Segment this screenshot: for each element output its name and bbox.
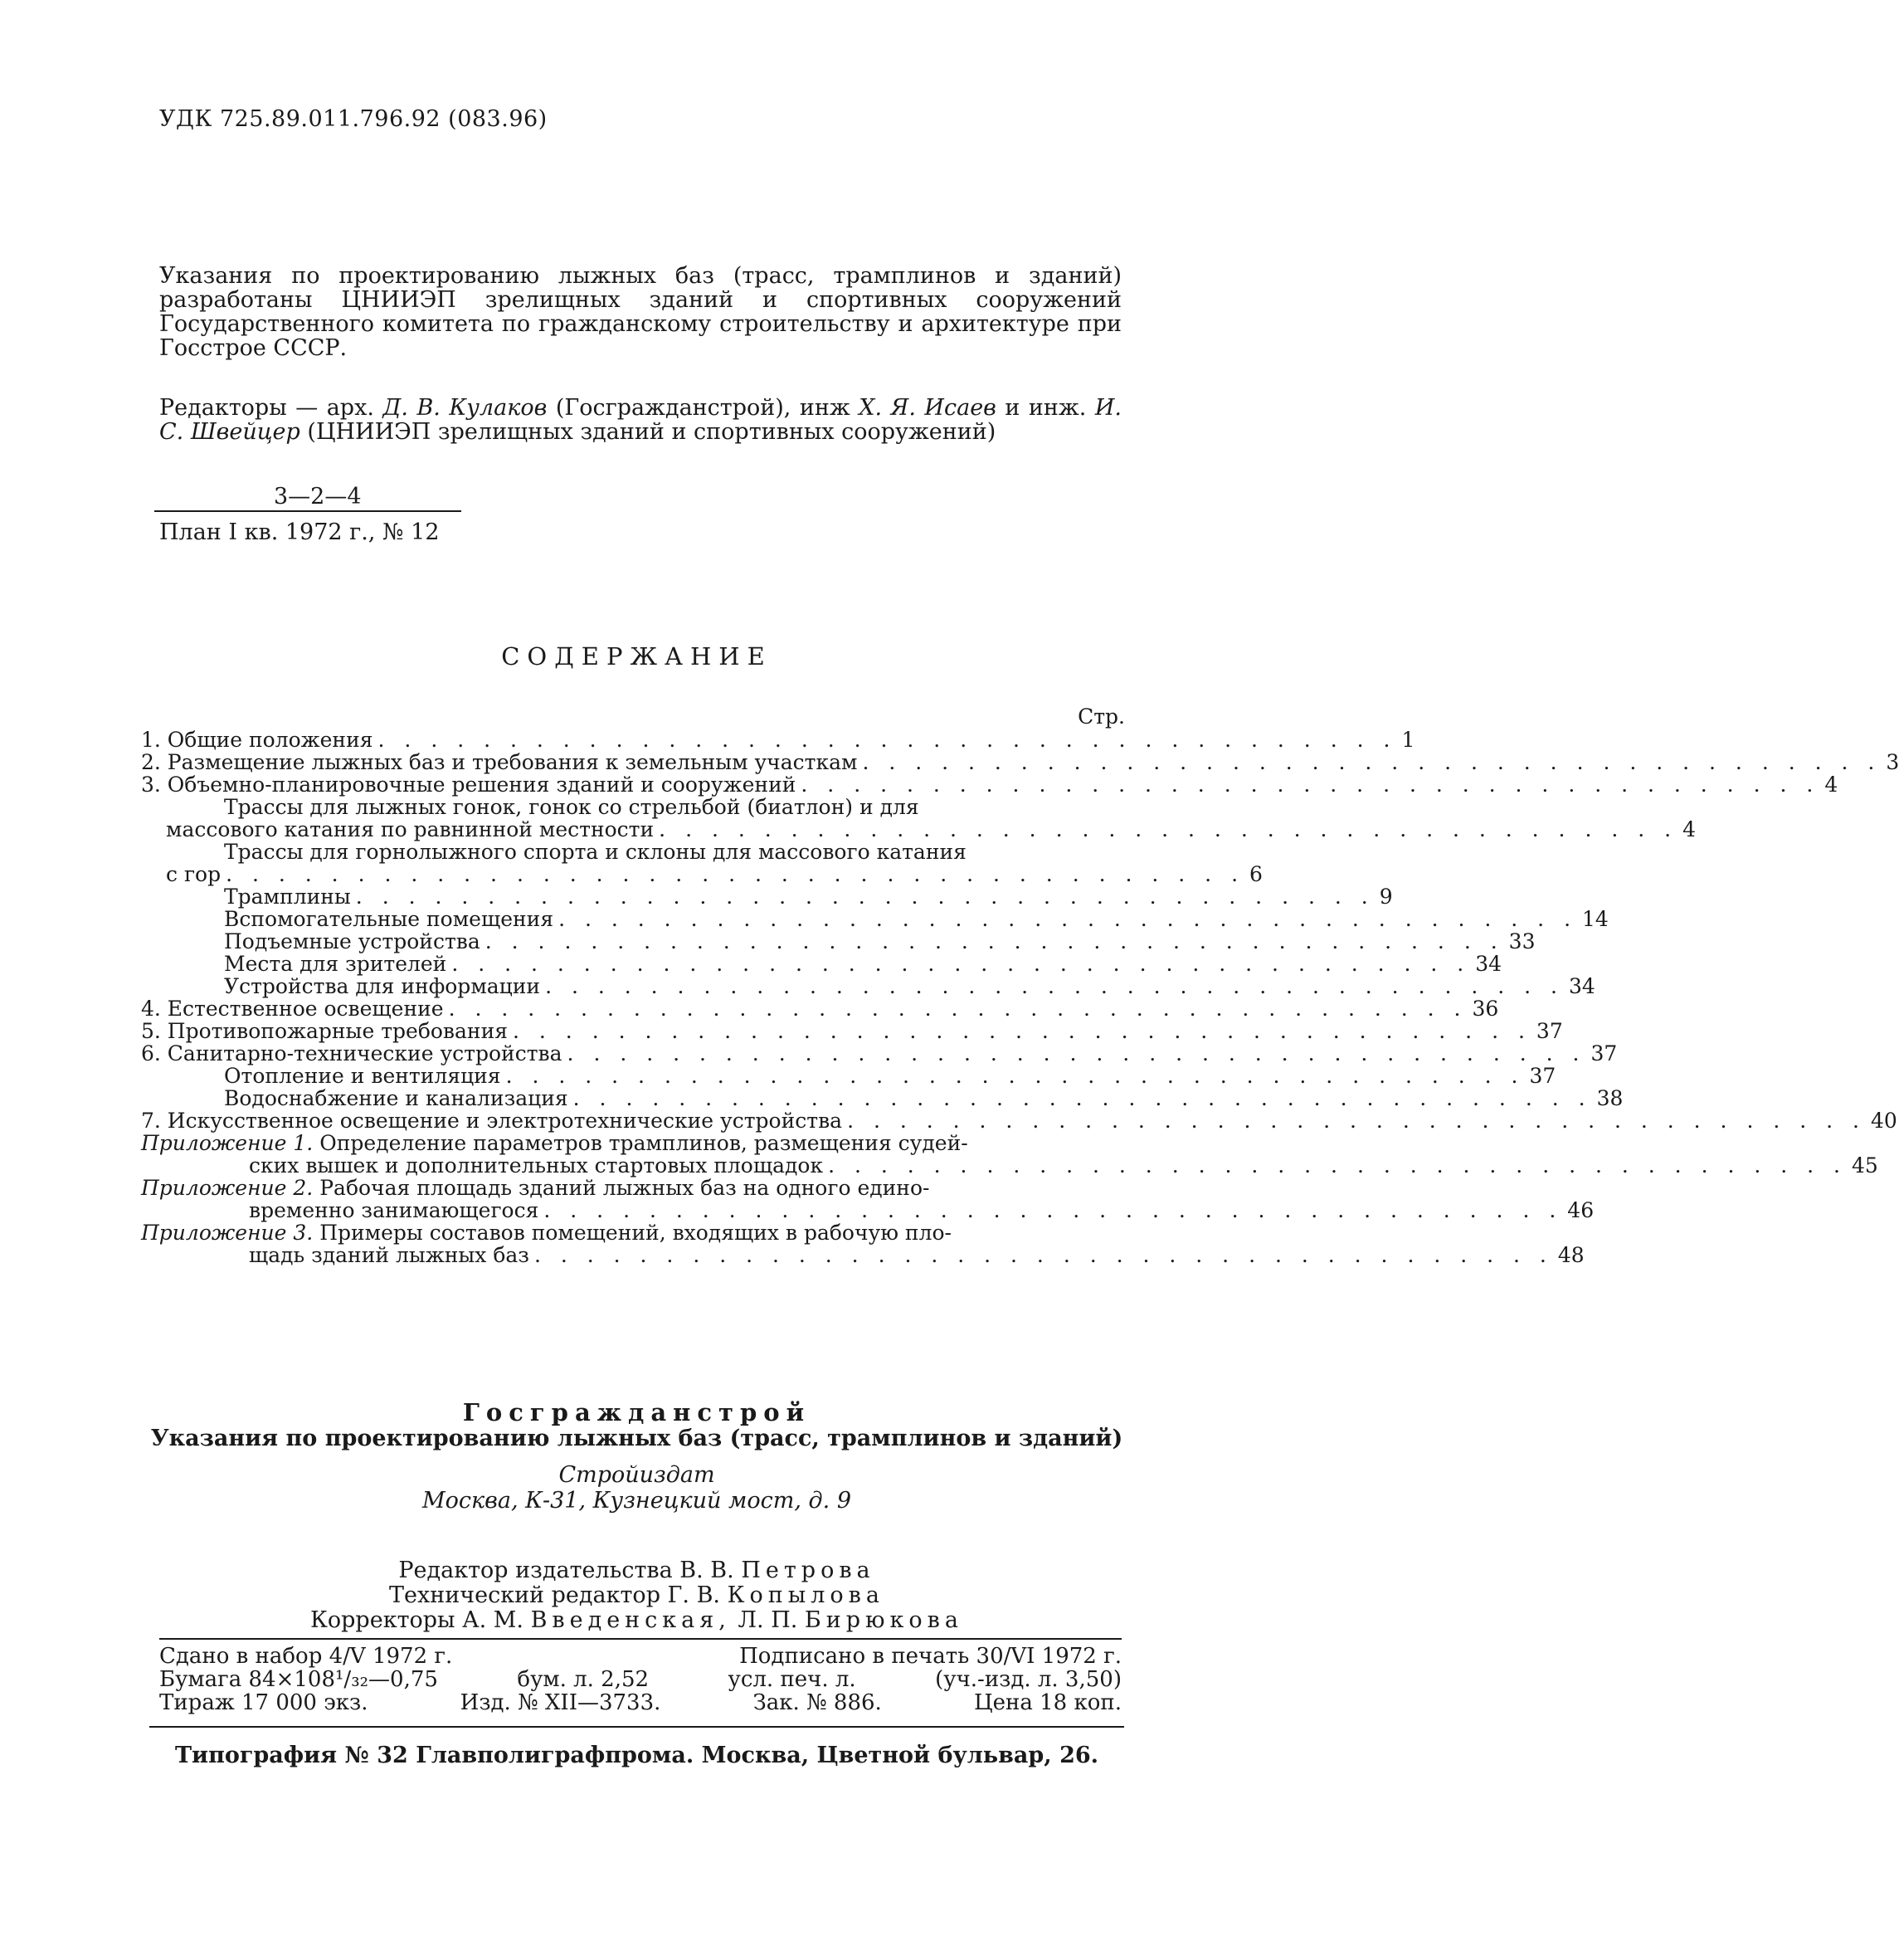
publication-org: Госгражданстрой [462, 1398, 811, 1426]
editors-mid-1: (Госгражданстрой), инж [555, 395, 850, 421]
staff-correctors: Корректоры А. М. Введенская, Л. П. Бирюкова [310, 1607, 963, 1633]
toc-page-number: 34 [1475, 952, 1502, 976]
toc-page-number: 36 [1472, 997, 1499, 1021]
publisher-name: Стройиздат [558, 1462, 715, 1488]
toc-entry-title: Водоснабжение и канализация [224, 1086, 568, 1110]
toc-leader-dots: . . . . . . . . . . . . . . . . . . . . . . . . . . . . . . . . . . . . . . . [558, 907, 1578, 931]
toc-entry-title: Подъемные устройства [224, 929, 480, 953]
contents-title: СОДЕРЖАНИЕ [501, 642, 772, 670]
imprint-bottom-rule [149, 1726, 1124, 1728]
toc-entry-title: 2. Размещение лыжных баз и требования к земельным участкам [141, 750, 858, 774]
toc-entry-continuation: временно занимающегося . . . . . . . . . . . . . . . . . . . . . . . . . . . . . . . . . . . . . . . 46 [249, 1198, 1595, 1222]
imprint-row-3: Тираж 17 000 экз. Изд. № XII—3733. Зак. № 886. Цена 18 коп. [159, 1690, 1122, 1715]
toc-entry-title: Места для зрителей [224, 952, 447, 976]
toc-entry-title: Вспомогательные помещения [224, 907, 554, 931]
toc-page-number: 45 [1851, 1153, 1878, 1177]
imprint-row-1: Сдано в набор 4/V 1972 г. Подписано в печать 30/VI 1972 г. [159, 1644, 1122, 1669]
toc-appendix-label: Приложение 1. [141, 1131, 314, 1155]
toc-entry-title: Трассы для горнолыжного спорта и склоны для массового катания [224, 840, 967, 864]
publication-title: Указания по проектированию лыжных баз (трасс, трамплинов и зданий) [150, 1426, 1123, 1451]
toc-page-number: 1 [1401, 728, 1415, 752]
toc-leader-dots: . . . . . . . . . . . . . . . . . . . . . . . . . . . . . . . . . . . . . . . [448, 997, 1468, 1021]
toc-entry [141, 796, 1128, 818]
toc-entry-continuation: массового катания по равнинной местности . . . . . . . . . . . . . . . . . . . . . . . . . . . . . . . . . . . . . . . 4 [166, 817, 1696, 841]
toc-leader-dots: . . . . . . . . . . . . . . . . . . . . . . . . . . . . . . . . . . . . . . . [545, 974, 1564, 998]
toc-leader-dots: . . . . . . . . . . . . . . . . . . . . . . . . . . . . . . . . . . . . . . . [513, 1019, 1531, 1043]
editors-prefix: Редакторы — арх. [159, 395, 374, 421]
toc-page-number: 3 [1886, 750, 1899, 774]
toc-leader-dots: . . . . . . . . . . . . . . . . . . . . . . . . . . . . . . . . . . . . . . . [226, 862, 1245, 886]
toc-leader-dots: . . . . . . . . . . . . . . . . . . . . . . . . . . . . . . . . . . . . . . . [377, 728, 1397, 752]
toc-entry [141, 1064, 1556, 1088]
toc-leader-dots: . . . . . . . . . . . . . . . . . . . . . . . . . . . . . . . . . . . . . . . [484, 929, 1504, 953]
toc-entry-title: 6. Санитарно-технические устройства [141, 1041, 562, 1065]
editor-name-2: X. Я. Исаев [859, 395, 996, 421]
toc-page-number: 6 [1249, 862, 1263, 886]
page-column-header: Стр. [1078, 705, 1125, 729]
toc-entry [141, 773, 1838, 797]
staff-technical-editor: Технический редактор Г. В. Копылова [389, 1582, 884, 1608]
toc-leader-dots: . . . . . . . . . . . . . . . . . . . . . . . . . . . . . . . . . . . . . . . [355, 885, 1375, 909]
plan-divider [154, 510, 461, 512]
toc-entry-title: 4. Естественное освещение [141, 997, 444, 1021]
toc-leader-dots: . . . . . . . . . . . . . . . . . . . . . . . . . . . . . . . . . . . . . . . [828, 1153, 1847, 1177]
toc-leader-dots: . . . . . . . . . . . . . . . . . . . . . . . . . . . . . . . . . . . . . . . [451, 952, 1471, 976]
toc-entry [141, 974, 1595, 998]
toc-entry [141, 1177, 1128, 1199]
toc-appendix-label: Приложение 3. [141, 1221, 314, 1245]
toc-leader-dots: . . . . . . . . . . . . . . . . . . . . . . . . . . . . . . . . . . . . . . . [533, 1243, 1553, 1267]
toc-entry [141, 1109, 1897, 1133]
toc-page-number: 40 [1870, 1109, 1897, 1133]
toc-entry [141, 952, 1502, 976]
toc-leader-dots: . . . . . . . . . . . . . . . . . . . . . . . . . . . . . . . . . . . . . . . [659, 817, 1678, 841]
toc-entry-title: 5. Противопожарные требования [141, 1019, 509, 1043]
toc-entry-title: 3. Объемно-планировочные решения зданий и сооружений [141, 773, 796, 797]
toc-entry-continuation: с гор . . . . . . . . . . . . . . . . . . . . . . . . . . . . . . . . . . . . . . . 6 [166, 862, 1263, 886]
printer-line: Типография № 32 Главполиграфпрома. Москва, Цветной бульвар, 26. [174, 1743, 1099, 1768]
imprint-block [159, 1645, 1122, 1714]
toc-entry [141, 1221, 1128, 1244]
table-of-contents [141, 705, 1899, 1267]
toc-entry-continuation: щадь зданий лыжных баз . . . . . . . . . . . . . . . . . . . . . . . . . . . . . . . . . . . . . . . 48 [249, 1243, 1585, 1267]
toc-page-number: 14 [1582, 907, 1609, 931]
toc-page-number: 4 [1824, 773, 1838, 797]
toc-entry-title: 7. Искусственное освещение и электротехнические устройства [141, 1109, 843, 1133]
publisher-address: Москва, К-31, Кузнецкий мост, д. 9 [421, 1488, 852, 1514]
toc-entry [141, 907, 1609, 931]
toc-page-number: 37 [1590, 1041, 1618, 1065]
toc-entry [141, 750, 1899, 774]
imprint-top-rule [159, 1638, 1122, 1640]
toc-entry-title: Трамплины [224, 885, 351, 909]
toc-leader-dots: . . . . . . . . . . . . . . . . . . . . . . . . . . . . . . . . . . . . . . . [862, 750, 1882, 774]
toc-page-number: 34 [1568, 974, 1595, 998]
toc-page-number: 48 [1557, 1243, 1585, 1267]
plan-text: План I кв. 1972 г., № 12 [159, 519, 440, 545]
udk-code: УДК 725.89.011.796.92 (083.96) [159, 106, 548, 132]
toc-entry [141, 1019, 1563, 1043]
editor-name-3: И. С. Швейцер [159, 395, 1122, 445]
toc-page-number: 33 [1508, 929, 1536, 953]
toc-entry-title: Устройства для информации [224, 974, 541, 998]
toc-entry [141, 1132, 1128, 1154]
intro-paragraph [159, 264, 1122, 360]
editors-suffix: (ЦНИИЭП зрелищных зданий и спортивных сооружений) [307, 419, 996, 445]
toc-entry [141, 728, 1415, 752]
toc-entry-title: 1. Общие положения [141, 728, 373, 752]
staff-editor: Редактор издательства В. В. Петрова [398, 1558, 875, 1583]
plan-code: 3—2—4 [274, 484, 362, 510]
editor-name-1: Д. В. Кулаков [382, 395, 548, 421]
toc-entry [141, 997, 1499, 1021]
toc-page-number: 46 [1567, 1198, 1595, 1222]
toc-page-number: 4 [1682, 817, 1696, 841]
toc-leader-dots: . . . . . . . . . . . . . . . . . . . . . . . . . . . . . . . . . . . . . . . [572, 1086, 1592, 1110]
editors-paragraph [159, 396, 1122, 444]
toc-leader-dots: . . . . . . . . . . . . . . . . . . . . . . . . . . . . . . . . . . . . . . . [543, 1198, 1563, 1222]
staff-credits [0, 1558, 1273, 1633]
imprint-row-2: Бумага 84×108¹/₃₂—0,75 бум. л. 2,52 усл. печ. л. (уч.-изд. л. 3,50) [159, 1667, 1122, 1692]
toc-leader-dots: . . . . . . . . . . . . . . . . . . . . . . . . . . . . . . . . . . . . . . . [505, 1064, 1525, 1088]
toc-page-number: 38 [1596, 1086, 1624, 1110]
toc-leader-dots: . . . . . . . . . . . . . . . . . . . . . . . . . . . . . . . . . . . . . . . [567, 1041, 1586, 1065]
editors-mid-2: и инж. [1005, 395, 1087, 421]
toc-entry-title: Приложение 1. Определение параметров трамплинов, размещения судей- [141, 1131, 968, 1155]
toc-page-number: 37 [1529, 1064, 1556, 1088]
toc-entry-title: Приложение 3. Примеры составов помещений, входящих в рабочую пло- [141, 1221, 952, 1245]
toc-entry-title: Отопление и вентиляция [224, 1064, 501, 1088]
toc-entry [141, 929, 1536, 953]
toc-entry-title: Трассы для лыжных гонок, гонок со стрельбой (биатлон) и для [224, 795, 919, 819]
toc-entry-title: Приложение 2. Рабочая площадь зданий лыжных баз на одного едино- [141, 1176, 930, 1200]
toc-entry [141, 1041, 1618, 1065]
toc-page-number: 9 [1379, 885, 1393, 909]
toc-entry [141, 1086, 1624, 1110]
intro-text: Указания по проектированию лыжных баз (трасс, трамплинов и зданий) разработаны ЦНИИЭП зрелищных зданий и спортивных сооружений Государственного комитета по гражданскому строительству и архитектуре при Госстрое СССР. [159, 263, 1122, 361]
toc-leader-dots: . . . . . . . . . . . . . . . . . . . . . . . . . . . . . . . . . . . . . . . [801, 773, 1820, 797]
toc-entry [141, 885, 1393, 909]
toc-leader-dots: . . . . . . . . . . . . . . . . . . . . . . . . . . . . . . . . . . . . . . . [847, 1109, 1866, 1133]
toc-entry [141, 841, 1128, 863]
toc-entry-continuation: ских вышек и дополнительных стартовых площадок . . . . . . . . . . . . . . . . . . . . . . . . . . . . . . . . . . . . . . . 45 [249, 1153, 1878, 1177]
toc-appendix-label: Приложение 2. [141, 1176, 314, 1200]
toc-page-number: 37 [1536, 1019, 1563, 1043]
